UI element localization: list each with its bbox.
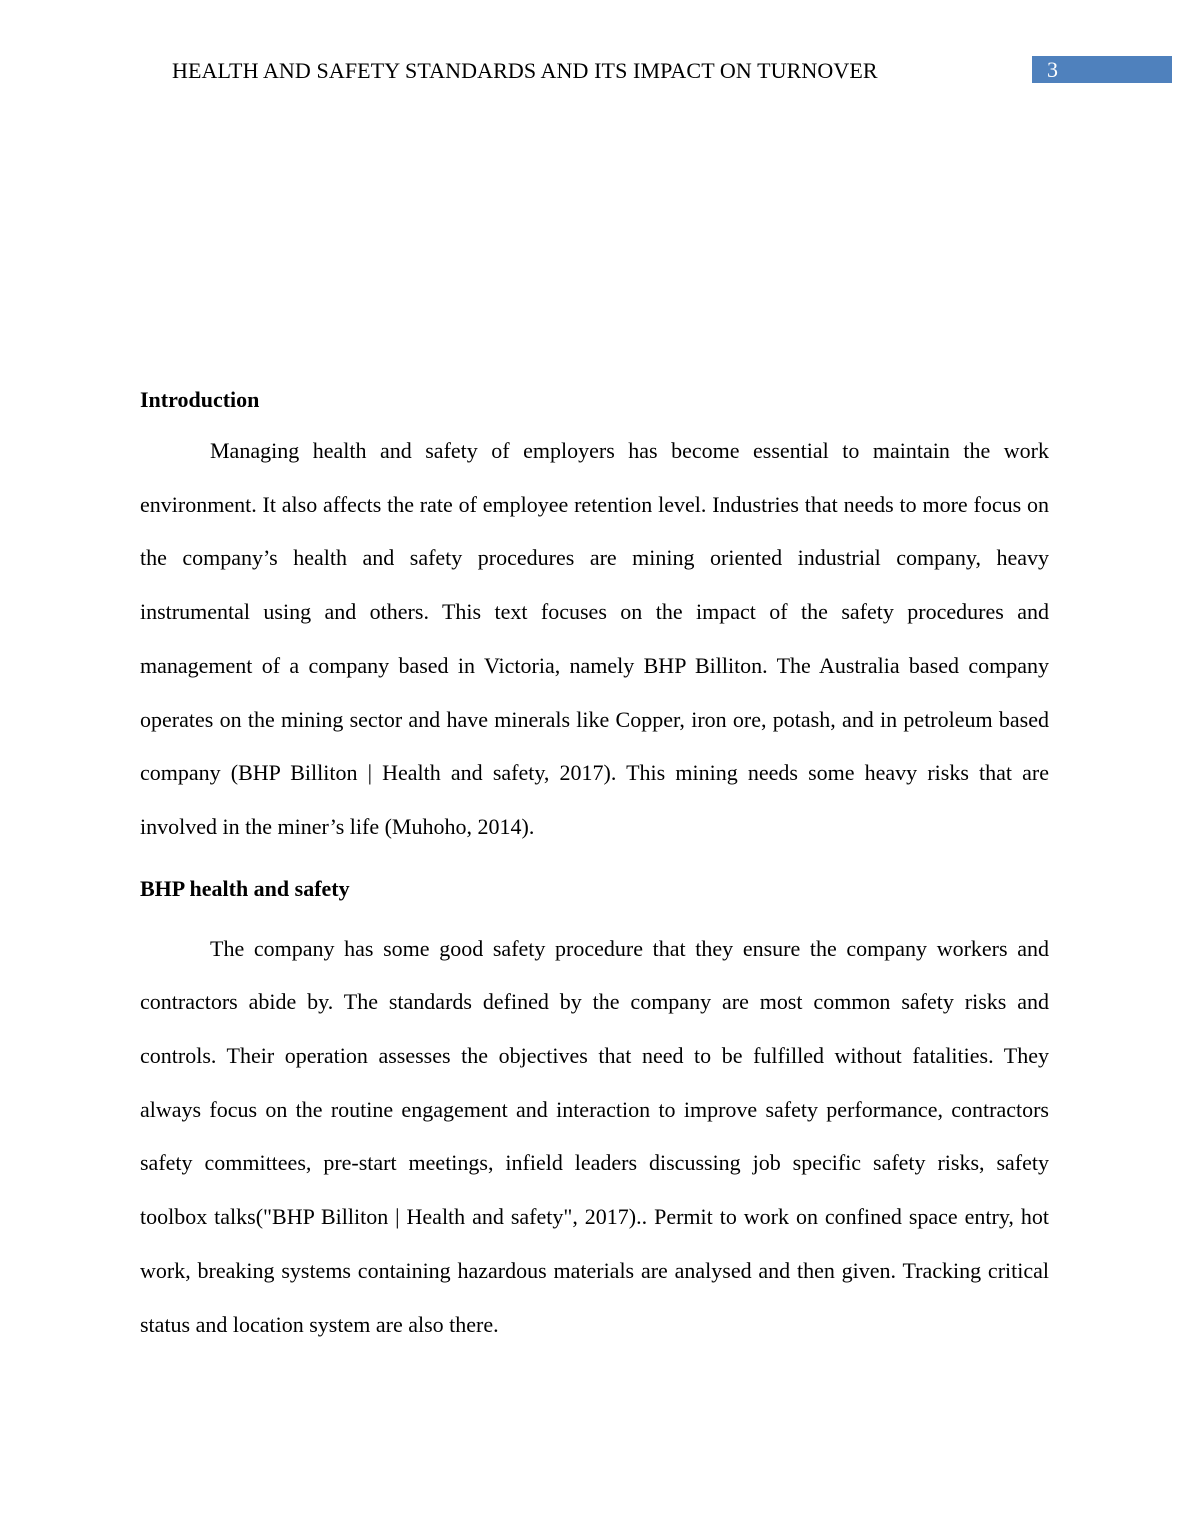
page-number-box — [1032, 56, 1172, 83]
section-heading-bhp-health-safety: BHP health and safety — [140, 875, 350, 901]
page-number: 3 — [1047, 57, 1058, 82]
bhp-health-safety-paragraph: The company has some good safety procedure that they ensure the company workers and contractors abide by. The standards defined by the company are most common safety risks and controls. Their operation assesses the objectives that need to be fulfilled without fatalities. They always focus on the routine engagement and interaction to improve safety performance, contractors safety committees, pre-start meetings, infield leaders discussing job specific safety risks, safety toolbox talks("BHP Billiton | Health and safety", 2017).. Permit to work on confined space entry, hot work, breaking systems containing hazardous materials are analysed and then given. Tracking critical status and location system are also there. — [140, 935, 1049, 1337]
introduction-paragraph: Managing health and safety of employers has become essential to maintain the work environment. It also affects the rate of employee retention level. Industries that needs to more focus on the company’s health and safety procedures are mining oriented industrial company, heavy instrumental using and others. This text focuses on the impact of the safety procedures and management of a company based in Victoria, namely BHP Billiton. The Australia based company operates on the mining sector and have minerals like Copper, iron ore, potash, and in petroleum based company (BHP Billiton | Health and safety, 2017). This mining needs some heavy risks that are involved in the miner’s life (Muhoho, 2014). — [140, 438, 1049, 839]
document-body — [140, 385, 1049, 1351]
running-header-title: HEALTH AND SAFETY STANDARDS AND ITS IMPACT ON TURNOVER — [172, 58, 878, 83]
section-heading-introduction: Introduction — [140, 387, 260, 412]
